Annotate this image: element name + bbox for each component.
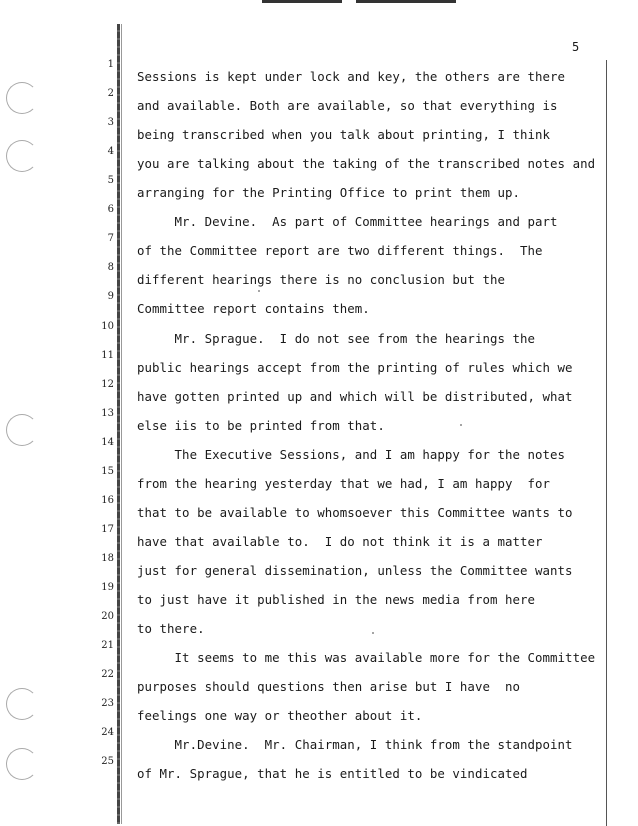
line-number: 6 [107,204,114,216]
line-number: 8 [107,262,114,274]
transcript-line: The Executive Sessions, and I am happy for the notes [137,446,566,462]
transcript-line: of the Committee report are two different things. The [137,243,543,259]
transcript-line: different hearings there is no conclusion but the [137,272,505,288]
line-number: 25 [101,756,114,768]
transcript-line: have that available to. I do not think it is a matter [137,533,543,549]
binder-hole-mark [6,748,38,780]
left-margin-rule-inner [121,24,122,824]
line-number: 18 [101,553,114,565]
transcript-line: Mr. Devine. As part of Committee hearings and part [137,214,558,230]
transcript-line: Mr.Devine. Mr. Chairman, I think from the standpoint [137,737,573,753]
line-number: 14 [101,436,114,448]
line-number: 11 [101,349,114,361]
line-number: 20 [101,611,114,623]
transcript-line: of Mr. Sprague, that he is entitled to be vindicated [137,766,528,782]
transcript-line: that to be available to whomsoever this Committee wants to [137,504,573,520]
line-number: 9 [107,291,114,303]
line-number: 3 [107,117,114,129]
transcript-line: else iis to be printed from that. [137,417,385,433]
transcript-line: Sessions is kept under lock and key, the others are there [137,69,566,84]
transcript-line: Mr. Sprague. I do not see from the hearings the [137,330,536,346]
scan-speck [372,632,374,634]
transcript-line: just for general dissemination, unless the Committee wants [137,563,573,579]
scan-speck [460,424,462,426]
line-number: 17 [101,523,114,535]
line-number: 1 [107,59,114,70]
line-number: 12 [101,378,114,390]
transcript-line: being transcribed when you talk about printing, I think [137,127,551,143]
binder-hole-mark [6,140,38,172]
line-number: 10 [101,320,114,332]
transcript-line: to there. [137,621,205,637]
page-number: 5 [572,40,580,54]
scan-speck [258,290,260,292]
transcript-line: purposes should questions then arise but I have no [137,679,520,695]
transcript-line: and available. Both are available, so that everything is [137,98,558,114]
left-margin-rule [117,24,120,824]
binder-hole-mark [6,414,38,446]
transcript-line: from the hearing yesterday that we had, I am happy for [137,475,551,491]
transcript-line: arranging for the Printing Office to print them up. [137,185,520,201]
line-number: 24 [101,727,114,739]
binder-hole-mark [6,82,38,114]
binder-hole-mark [6,688,38,720]
line-number: 15 [101,465,114,477]
line-number: 19 [101,582,114,594]
line-number: 4 [107,146,114,158]
transcript-line: feelings one way or theother about it. [137,708,423,724]
right-margin-rule [606,60,607,826]
transcript-line: to just have it published in the news media from here [137,592,536,608]
line-number: 21 [101,640,114,652]
line-number: 5 [107,175,114,187]
transcript-line: have gotten printed up and which will be distributed, what [137,388,573,404]
top-edge-mark [356,0,456,3]
transcript-line: you are talking about the taking of the transcribed notes and [137,156,596,172]
line-number: 13 [101,407,114,419]
top-edge-mark [262,0,342,3]
line-number: 16 [101,494,114,506]
transcript-line: Committee report contains them. [137,301,370,317]
transcript-line: It seems to me this was available more for the Committee [137,650,596,666]
line-number: 2 [107,88,114,100]
transcript-line: public hearings accept from the printing of rules which we [137,359,573,375]
line-number: 22 [101,669,114,681]
line-number: 23 [101,698,114,710]
line-number: 7 [107,233,114,245]
